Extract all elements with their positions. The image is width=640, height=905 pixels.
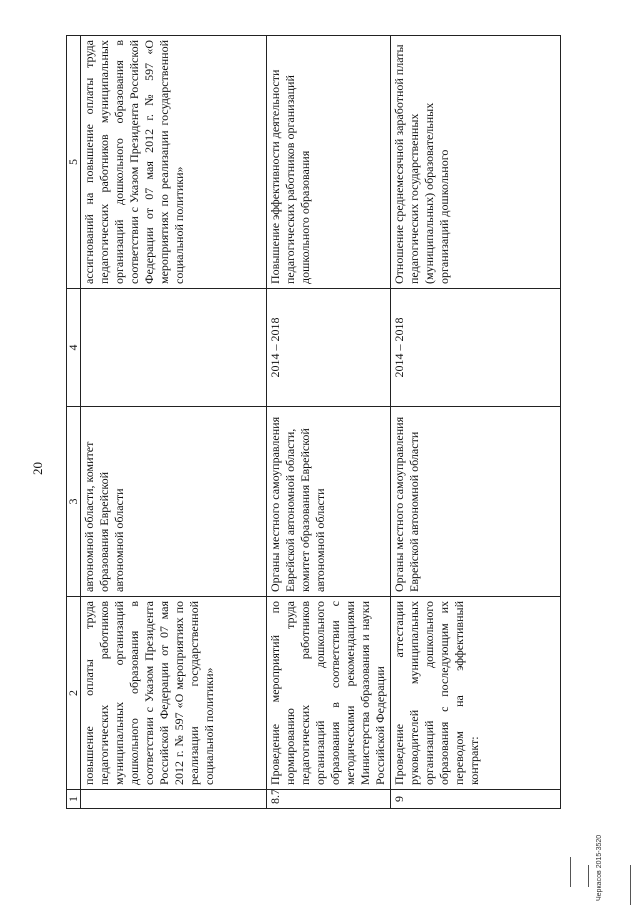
header-cell: 3	[67, 407, 81, 597]
action-cell: Проведение аттестации руководителей муниципальных организаций дошкольного образования с последующим их переводом на эффективный контракт:	[391, 597, 561, 790]
executor-cell: Органы местного самоуправления Еврейской автономной области	[391, 407, 561, 597]
header-cell: 5	[67, 36, 81, 289]
result-cell: Повышение эффективности деятельности педагогических работников организаций дошкольного образования	[267, 36, 391, 289]
executor-cell: Органы местного самоуправления Еврейской автономной области, комитет образования Еврейской автономной области	[267, 407, 391, 597]
scan-edge-line	[588, 865, 589, 887]
scan-edge-line	[630, 865, 631, 905]
header-cell: 2	[67, 597, 81, 790]
row-number	[81, 790, 267, 809]
result-cell: ассигнований на повышение оплаты труда педагогических работников муниципальных организаций дошкольного образования в соответствии с Указом Президента Российской Федерации от 07 мая 2012 г. № 597 «О мероприятиях по реализации государственной социальной политики»	[81, 36, 267, 289]
period-cell	[81, 289, 267, 407]
header-cell: 4	[67, 289, 81, 407]
measures-table	[66, 35, 561, 809]
table-header-row	[67, 36, 81, 809]
row-number: 8.7	[267, 790, 391, 809]
period-cell: 2014 – 2018	[391, 289, 561, 407]
scan-edge-line	[570, 857, 571, 887]
header-cell: 1	[67, 790, 81, 809]
table-row	[267, 36, 391, 809]
period-cell: 2014 – 2018	[267, 289, 391, 407]
executor-cell: автономной области, комитет образования Еврейской автономной области	[81, 407, 267, 597]
row-number: 9	[391, 790, 561, 809]
table-row	[391, 36, 561, 809]
page-number: 20	[30, 462, 45, 475]
action-cell: Проведение мероприятий по нормированию труда педагогических работников организаций дошкольного образования в соответствии с методическими рекомендациями Министерства образования и науки Российской Федерации	[267, 597, 391, 790]
result-cell: Отношение среднемесячной заработной платы педагогических государственных (муниципальных) образовательных организаций дошкольного	[391, 36, 561, 289]
action-cell: повышение оплаты труда педагогических работников муниципальных организаций дошкольного образования в соответствии с Указом Президента Российской Федерации от 07 мая 2012 г. № 597 «О мероприятиях по реализации государственной социальной политики»	[81, 597, 267, 790]
table-row	[81, 36, 267, 809]
scan-stamp: Черкасов 2015-3520	[596, 834, 603, 901]
